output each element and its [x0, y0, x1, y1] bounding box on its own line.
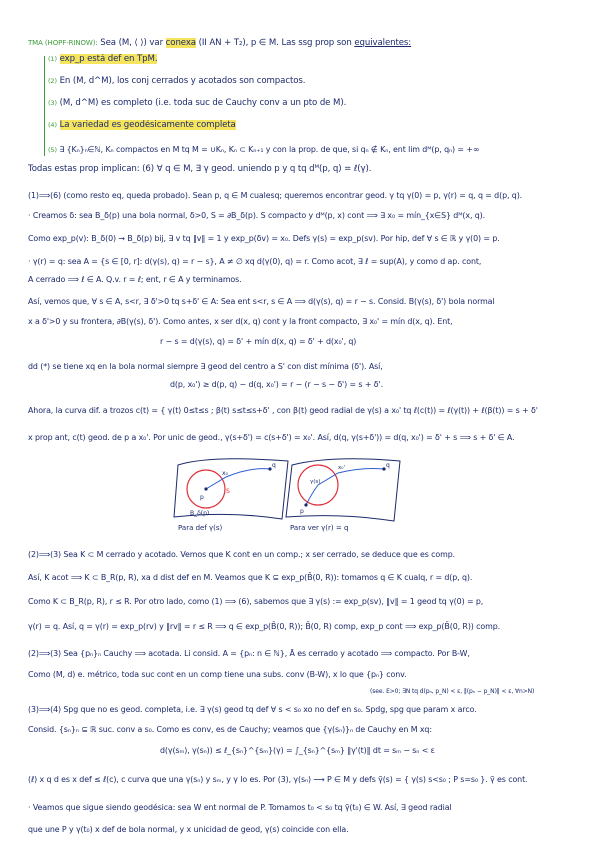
section2-line-1: [28, 549, 586, 560]
figure-left-label-bp: B_δ(p): [190, 510, 210, 517]
item-2: [48, 76, 586, 87]
proof-line-10: d(p, x₀') ≥ d(p, q) − d(q, x₀') = r − (r − s − δ') = s + δ'.: [170, 380, 383, 389]
item-3: [48, 98, 586, 109]
figure-left-caption: Para def γ(s): [178, 524, 223, 532]
item-1-number: (1): [48, 55, 57, 63]
proof-line-6: Así, vemos que, ∀ s ∈ A, s<r, ∃ δ'>0 tq s+δ' ∈ A: Sea ent s<r, s ∈ A ⟹ d(γ(s), q) = r − s. Consid. B(γ(s), δ') bola normal: [28, 297, 495, 306]
item-4: [48, 120, 586, 131]
section2-line-3: Como K ⊂ B_R(p, R), r ≤ R. Por otro lado, como (1) ⟹ (6), sabemos que ∃ γ(s) := exp_p(sv), ‖v‖ = 1 geod tq γ(0) = p,: [28, 597, 484, 606]
figure-left-point-p: [204, 487, 207, 490]
figure-right-caption: Para ver γ(r) = q: [290, 524, 349, 532]
section3-line-3: (see. E>0; ∃N tq d(pₙ, p_N) < ε, ‖(pₙ − p_N)‖ < ε, ∀n>N): [370, 688, 535, 695]
figure-left-geodesic: [206, 469, 270, 489]
item-1-text: exp_p está def en TpM.: [59, 54, 158, 64]
figure-right-label-gs: γ(s): [310, 479, 321, 485]
theorem-tag: TMA (HOPF-RINOW):: [28, 39, 98, 47]
figure-right-point-p: [304, 503, 307, 506]
section2-line-2: Así, K acot ⟹ K ⊂ B_R(p, R), xa d dist def en M. Veamos que K ⊆ exp_p(B̄(0, R)): tomamos q ∈ K cualq, r = d(p, q).: [28, 573, 473, 582]
theorem-intro: Sea (M, ⟨ ⟩) var: [100, 38, 164, 48]
figure-right-label-x0: x₀': [338, 465, 345, 471]
item-3-number: (3): [48, 99, 57, 107]
section2-line-1-text: (2)⟹(3) Sea K ⊂ M cerrado y acotado. Vemos que K cont en un comp.; x ser cerrado, se deduce que es comp.: [28, 550, 456, 559]
figure-right-label-p: p: [300, 508, 304, 515]
item-5-number: (5): [48, 146, 57, 154]
item-2-number: (2): [48, 77, 57, 85]
figure-left: [170, 453, 295, 523]
proof-line-8: r − s = d(γ(s), q) = δ' + mín d(x, q) = δ' + d(x₀', q): [160, 337, 357, 346]
highlight-conexa: conexa: [165, 38, 196, 48]
item-5-text: ∃ {Kₙ}ₙ∈ℕ, Kₙ compactos en M tq M = ∪Kₙ, Kₙ ⊂ Kₙ₊₁ y con la prop. de que, si qₙ ∉ Kₙ, ent lim dᴹ(p, qₙ) = +∞: [59, 145, 480, 154]
proof-line-12: x prop ant, c(t) geod. de p a x₀'. Por unic de geod., γ(s+δ') = c(s+δ') = x₀'. Así, d(q, γ(s+δ')) = d(q, x₀') = δ' + s ⟹ s + δ' ∈ A.: [28, 433, 515, 442]
section3-line-2: Como (M, d) e. métrico, toda suc cont en un comp tiene una subs. conv (B-W), x lo que {pₙ} conv.: [28, 670, 407, 679]
item-2-text: En (M, d^M), los conj cerrados y acotados son compactos.: [59, 76, 306, 86]
item-3-text: (M, d^M) es completo (i.e. toda suc de Cauchy conv a un pto de M).: [59, 98, 347, 108]
proof-line-5: A cerrado ⟹ ℓ ∈ A. Q.v. r = ℓ; ent, r ∈ A y terminamos.: [28, 275, 242, 284]
proof-line-3: [28, 233, 586, 244]
equivalence-bracket: [44, 56, 45, 156]
proof-line-7: x a δ'>0 y su frontera, ∂B(γ(s), δ'). Como antes, x ser d(x, q) cont y la front compacto, ∃ x₀' = mín d(x, q). Ent,: [28, 317, 453, 326]
proof-line-2: · Creamos δ: sea B_δ(p) una bola normal, δ>0, S = ∂B_δ(p). S compacto y dᴹ(p, x) cont ⟹ ∃ x₀ = mín_{x∈S} dᴹ(x, q).: [28, 211, 486, 220]
figure-right-geodesic: [306, 469, 384, 506]
section4-line-3: d(γ(sₘ), γ(sₙ)) ≤ ℓ_{sₙ}^{sₘ}(γ) = ∫_{sₙ}^{sₘ} ‖γ'(t)‖ dt = sₘ − sₙ < ε: [160, 746, 435, 755]
proof-line-4: · γ(r) = q: sea A = {s ∈ [0, r]: d(γ(s), q) = r − s}, A ≠ ∅ xq d(γ(0), q) = r. Como acot, ∃ ℓ = sup(A), y como d ap. cont,: [28, 257, 482, 266]
figure-right: [282, 455, 407, 525]
figure-left-label-x0: x₀: [222, 470, 228, 477]
figure-right-label-q: q: [386, 462, 390, 469]
figure-left-label-s: S: [226, 488, 230, 495]
implication-6: Todas estas prop implican: (6) ∀ q ∈ M, ∃ γ geod. uniendo p y q tq dᴹ(p, q) = ℓ(γ).: [28, 164, 372, 174]
proof-line-11-text: Ahora, la curva dif. a trozos c(t) = { γ(t) 0≤t≤s ; β(t) s≤t≤s+δ' , con β(t) geod radial de γ(s) a x₀' tq ℓ(c(t)) = ℓ(γ(t)) + ℓ(β(t)) = s + δ': [28, 406, 538, 415]
figure-left-label-q: q: [272, 462, 276, 469]
section4-line-5: · Veamos que sigue siendo geodésica: sea W ent normal de P. Tomamos t₀ < s₀ tq γ̃(t₀) ∈ W. Así, ∃ geod radial: [28, 803, 452, 812]
item-4-number: (4): [48, 121, 57, 129]
section4-line-1: (3)⟹(4) Spg que no es geod. completa, i.e. ∃ γ(s) geod tq def ∀ s < s₀ xo no def en s₀. Spdg, spg que param x arco.: [28, 705, 477, 714]
section4-line-6: que une P y γ(t₀) x def de bola normal, y x unicidad de geod, γ(s) coincide con ella.: [28, 825, 349, 834]
section2-line-4: γ(r) = q. Así, q = γ(r) = exp_p(rv) y ‖rv‖ = r ≤ R ⟹ q ∈ exp_p(B̄(0, R)); B̄(0, R) comp, exp_p cont ⟹ exp_p(B̄(0, R)) comp.: [28, 622, 501, 631]
theorem-intro-2: (II AN + T₂), p ∈ M. Las ssg prop son: [198, 38, 352, 48]
figure-left-label-p: p: [200, 494, 204, 501]
item-5: [48, 144, 586, 156]
section4-line-4: (ℓ) x q d es x def ≤ ℓ(c), c curva que una γ(sₙ) y sₘ, y γ lo es. Por (3), γ(sₙ) ⟶ P ∈ M y defs γ̃(s) = { γ(s) s<s₀ ; P s=s₀ }. γ̃ es cont.: [28, 775, 528, 784]
item-4-text: La variedad es geodésicamente completa: [59, 120, 236, 130]
item-1: [48, 54, 586, 65]
proof-line-1: (1)⟹(6) (como resto eq, queda probado). Sean p, q ∈ M cualesq; queremos encontrar geod. γ tq γ(0) = p, γ(r) = q, q = d(p, q).: [28, 191, 523, 200]
section4-line-2: Consid. {sₙ}ₙ ⊆ ℝ suc. conv a s₀. Como es conv, es de Cauchy; veamos que {γ(sₙ)}ₙ de Cauchy en M xq:: [28, 725, 432, 734]
proof-line-11: [28, 405, 586, 416]
section3-line-1: (2)⟹(3) Sea {pₙ}ₙ Cauchy ⟹ acotada. Li consid. A = {pₙ: n ∈ ℕ}, Ā es cerrado y acotado ⟹ compacto. Por B-W,: [28, 649, 470, 658]
equivalentes-underlined: equivalentes:: [354, 38, 412, 48]
theorem-statement: [28, 38, 586, 49]
proof-line-3-text: Como exp_p(v): B_δ(0) → B_δ(p) bij, ∃ v tq ‖v‖ = 1 y exp_p(δv) = x₀. Defs γ(s) = exp_p(sv). Por hip, def ∀ s ∈ ℝ y γ(0) = p.: [28, 234, 500, 243]
proof-line-9: dd (*) se tiene xq en la bola normal siempre ∃ geod del centro a S' con dist mínima (δ'). Así,: [28, 362, 383, 371]
